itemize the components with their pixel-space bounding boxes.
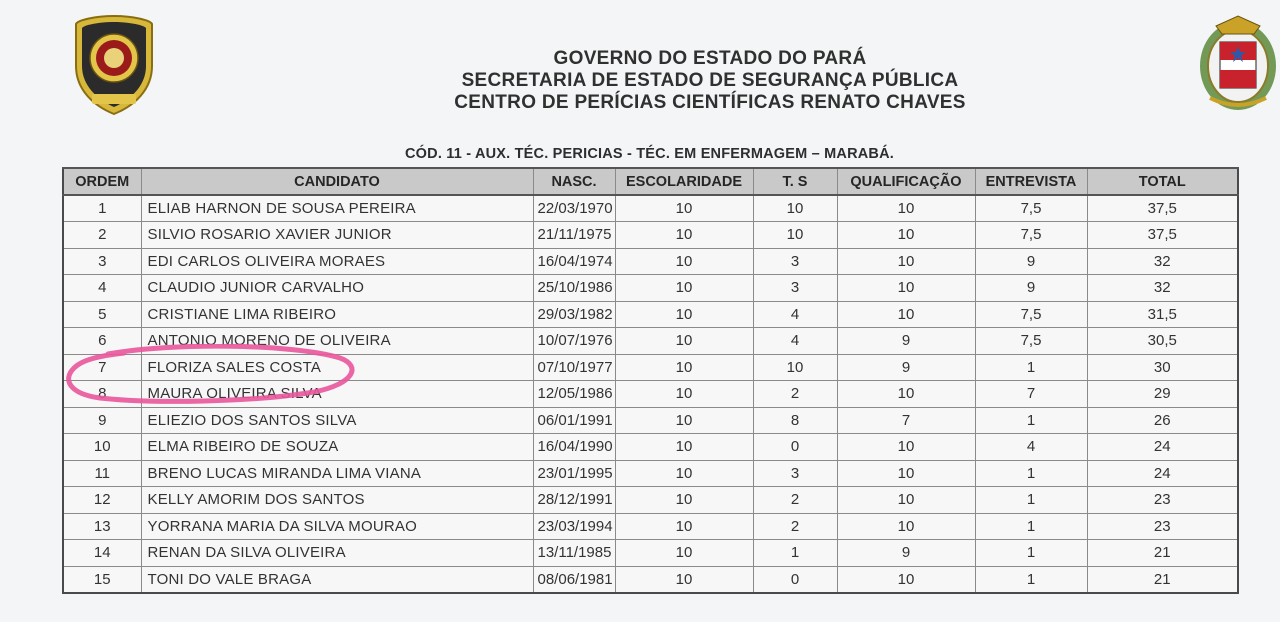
cell-ordem: 3 (63, 248, 141, 275)
cell-ts: 2 (753, 487, 837, 514)
table-body (63, 195, 1238, 593)
table-row (63, 381, 1238, 408)
cell-candidato: ELMA RIBEIRO DE SOUZA (141, 434, 533, 461)
cell-ordem: 13 (63, 513, 141, 540)
cell-candidato: BRENO LUCAS MIRANDA LIMA VIANA (141, 460, 533, 487)
cell-qualificacao: 10 (837, 434, 975, 461)
cell-qualificacao: 9 (837, 540, 975, 567)
cell-nasc: 29/03/1982 (533, 301, 615, 328)
cell-total: 32 (1087, 275, 1238, 302)
cell-ts: 2 (753, 513, 837, 540)
cell-escolaridade: 10 (615, 460, 753, 487)
cell-candidato: RENAN DA SILVA OLIVEIRA (141, 540, 533, 567)
cell-candidato: ELIEZIO DOS SANTOS SILVA (141, 407, 533, 434)
cell-nasc: 23/01/1995 (533, 460, 615, 487)
cell-ordem: 11 (63, 460, 141, 487)
cell-ts: 10 (753, 354, 837, 381)
cell-ts: 4 (753, 301, 837, 328)
cell-entrevista: 1 (975, 354, 1087, 381)
table-row (63, 275, 1238, 302)
table-row (63, 566, 1238, 593)
cell-ordem: 9 (63, 407, 141, 434)
table-row (63, 487, 1238, 514)
cell-ordem: 12 (63, 487, 141, 514)
cell-candidato: CRISTIANE LIMA RIBEIRO (141, 301, 533, 328)
table-row (63, 460, 1238, 487)
cell-total: 21 (1087, 540, 1238, 567)
cell-nasc: 12/05/1986 (533, 381, 615, 408)
cell-escolaridade: 10 (615, 487, 753, 514)
cell-ts: 0 (753, 434, 837, 461)
cell-candidato: TONI DO VALE BRAGA (141, 566, 533, 593)
cell-total: 37,5 (1087, 222, 1238, 249)
cell-qualificacao: 10 (837, 222, 975, 249)
cell-total: 37,5 (1087, 195, 1238, 222)
cell-qualificacao: 7 (837, 407, 975, 434)
cell-ordem: 6 (63, 328, 141, 355)
police-badge-icon (72, 14, 156, 116)
document-header (330, 48, 1090, 114)
column-header-qualificacao: QUALIFICAÇÃO (837, 168, 975, 195)
cell-nasc: 10/07/1976 (533, 328, 615, 355)
table-row (63, 301, 1238, 328)
cell-ordem: 7 (63, 354, 141, 381)
column-header-ts: T. S (753, 168, 837, 195)
column-header-candidato: CANDIDATO (141, 168, 533, 195)
cell-total: 23 (1087, 487, 1238, 514)
table-row (63, 248, 1238, 275)
cell-entrevista: 1 (975, 540, 1087, 567)
cell-entrevista: 1 (975, 460, 1087, 487)
cell-escolaridade: 10 (615, 328, 753, 355)
cell-qualificacao: 10 (837, 195, 975, 222)
cell-ordem: 8 (63, 381, 141, 408)
cell-ts: 0 (753, 566, 837, 593)
cell-total: 30,5 (1087, 328, 1238, 355)
cell-nasc: 28/12/1991 (533, 487, 615, 514)
cell-ts: 3 (753, 248, 837, 275)
cell-entrevista: 1 (975, 566, 1087, 593)
column-header-nasc: NASC. (533, 168, 615, 195)
cell-entrevista: 7 (975, 381, 1087, 408)
table-header-row (63, 168, 1238, 195)
cell-total: 31,5 (1087, 301, 1238, 328)
table-row (63, 407, 1238, 434)
cell-escolaridade: 10 (615, 301, 753, 328)
cell-ts: 2 (753, 381, 837, 408)
table-row (63, 540, 1238, 567)
cell-escolaridade: 10 (615, 354, 753, 381)
cell-candidato: MAURA OLIVEIRA SILVA (141, 381, 533, 408)
cell-nasc: 13/11/1985 (533, 540, 615, 567)
cell-entrevista: 1 (975, 407, 1087, 434)
cell-escolaridade: 10 (615, 275, 753, 302)
cell-ts: 1 (753, 540, 837, 567)
table-row (63, 195, 1238, 222)
cell-escolaridade: 10 (615, 248, 753, 275)
cell-total: 21 (1087, 566, 1238, 593)
cell-ordem: 14 (63, 540, 141, 567)
cell-ts: 10 (753, 195, 837, 222)
cell-nasc: 25/10/1986 (533, 275, 615, 302)
cell-qualificacao: 10 (837, 381, 975, 408)
cell-total: 23 (1087, 513, 1238, 540)
cell-escolaridade: 10 (615, 513, 753, 540)
cell-entrevista: 7,5 (975, 328, 1087, 355)
column-header-ordem: ORDEM (63, 168, 141, 195)
cell-candidato: FLORIZA SALES COSTA (141, 354, 533, 381)
cell-ordem: 1 (63, 195, 141, 222)
cell-entrevista: 1 (975, 513, 1087, 540)
column-header-total: TOTAL (1087, 168, 1238, 195)
cell-total: 32 (1087, 248, 1238, 275)
cell-total: 30 (1087, 354, 1238, 381)
table-row (63, 328, 1238, 355)
cell-entrevista: 7,5 (975, 195, 1087, 222)
cell-qualificacao: 9 (837, 328, 975, 355)
header-line-3: CENTRO DE PERÍCIAS CIENTÍFICAS RENATO CHAVES (454, 92, 966, 113)
cell-qualificacao: 9 (837, 354, 975, 381)
cell-candidato: EDI CARLOS OLIVEIRA MORAES (141, 248, 533, 275)
cell-qualificacao: 10 (837, 275, 975, 302)
table-row (63, 513, 1238, 540)
cell-total: 26 (1087, 407, 1238, 434)
cell-total: 24 (1087, 460, 1238, 487)
cell-total: 29 (1087, 381, 1238, 408)
cell-ordem: 15 (63, 566, 141, 593)
cell-escolaridade: 10 (615, 540, 753, 567)
column-header-entrevista: ENTREVISTA (975, 168, 1087, 195)
cell-escolaridade: 10 (615, 381, 753, 408)
cell-ordem: 2 (63, 222, 141, 249)
cell-ordem: 10 (63, 434, 141, 461)
cell-nasc: 16/04/1974 (533, 248, 615, 275)
cell-nasc: 08/06/1981 (533, 566, 615, 593)
cell-candidato: KELLY AMORIM DOS SANTOS (141, 487, 533, 514)
table-row (63, 354, 1238, 381)
cell-candidato: SILVIO ROSARIO XAVIER JUNIOR (141, 222, 533, 249)
cell-entrevista: 1 (975, 487, 1087, 514)
cell-ts: 3 (753, 460, 837, 487)
cell-entrevista: 9 (975, 275, 1087, 302)
cell-qualificacao: 10 (837, 513, 975, 540)
column-header-escolaridade: ESCOLARIDADE (615, 168, 753, 195)
cell-candidato: ANTONIO MORENO DE OLIVEIRA (141, 328, 533, 355)
cell-nasc: 16/04/1990 (533, 434, 615, 461)
cell-escolaridade: 10 (615, 407, 753, 434)
results-table (62, 167, 1239, 594)
cell-ts: 10 (753, 222, 837, 249)
cell-escolaridade: 10 (615, 222, 753, 249)
cell-nasc: 21/11/1975 (533, 222, 615, 249)
para-coat-of-arms-icon (1196, 12, 1280, 116)
cell-ts: 4 (753, 328, 837, 355)
cell-escolaridade: 10 (615, 195, 753, 222)
cell-ts: 3 (753, 275, 837, 302)
cell-entrevista: 9 (975, 248, 1087, 275)
cell-qualificacao: 10 (837, 566, 975, 593)
cell-ordem: 4 (63, 275, 141, 302)
cell-escolaridade: 10 (615, 434, 753, 461)
cell-total: 24 (1087, 434, 1238, 461)
cell-escolaridade: 10 (615, 566, 753, 593)
cell-entrevista: 7,5 (975, 222, 1087, 249)
cell-nasc: 07/10/1977 (533, 354, 615, 381)
cell-candidato: ELIAB HARNON DE SOUSA PEREIRA (141, 195, 533, 222)
cell-qualificacao: 10 (837, 460, 975, 487)
cell-qualificacao: 10 (837, 248, 975, 275)
cell-entrevista: 4 (975, 434, 1087, 461)
cell-qualificacao: 10 (837, 301, 975, 328)
table-row (63, 222, 1238, 249)
cell-qualificacao: 10 (837, 487, 975, 514)
cell-ordem: 5 (63, 301, 141, 328)
header-line-2: SECRETARIA DE ESTADO DE SEGURANÇA PÚBLICA (461, 70, 959, 91)
table-row (63, 434, 1238, 461)
table-title: CÓD. 11 - AUX. TÉC. PERICIAS - TÉC. EM ENFERMAGEM – MARABÁ. (405, 146, 894, 162)
cell-candidato: CLAUDIO JUNIOR CARVALHO (141, 275, 533, 302)
cell-candidato: YORRANA MARIA DA SILVA MOURAO (141, 513, 533, 540)
cell-nasc: 23/03/1994 (533, 513, 615, 540)
cell-entrevista: 7,5 (975, 301, 1087, 328)
cell-nasc: 22/03/1970 (533, 195, 615, 222)
header-line-1: GOVERNO DO ESTADO DO PARÁ (553, 48, 867, 69)
cell-nasc: 06/01/1991 (533, 407, 615, 434)
cell-ts: 8 (753, 407, 837, 434)
